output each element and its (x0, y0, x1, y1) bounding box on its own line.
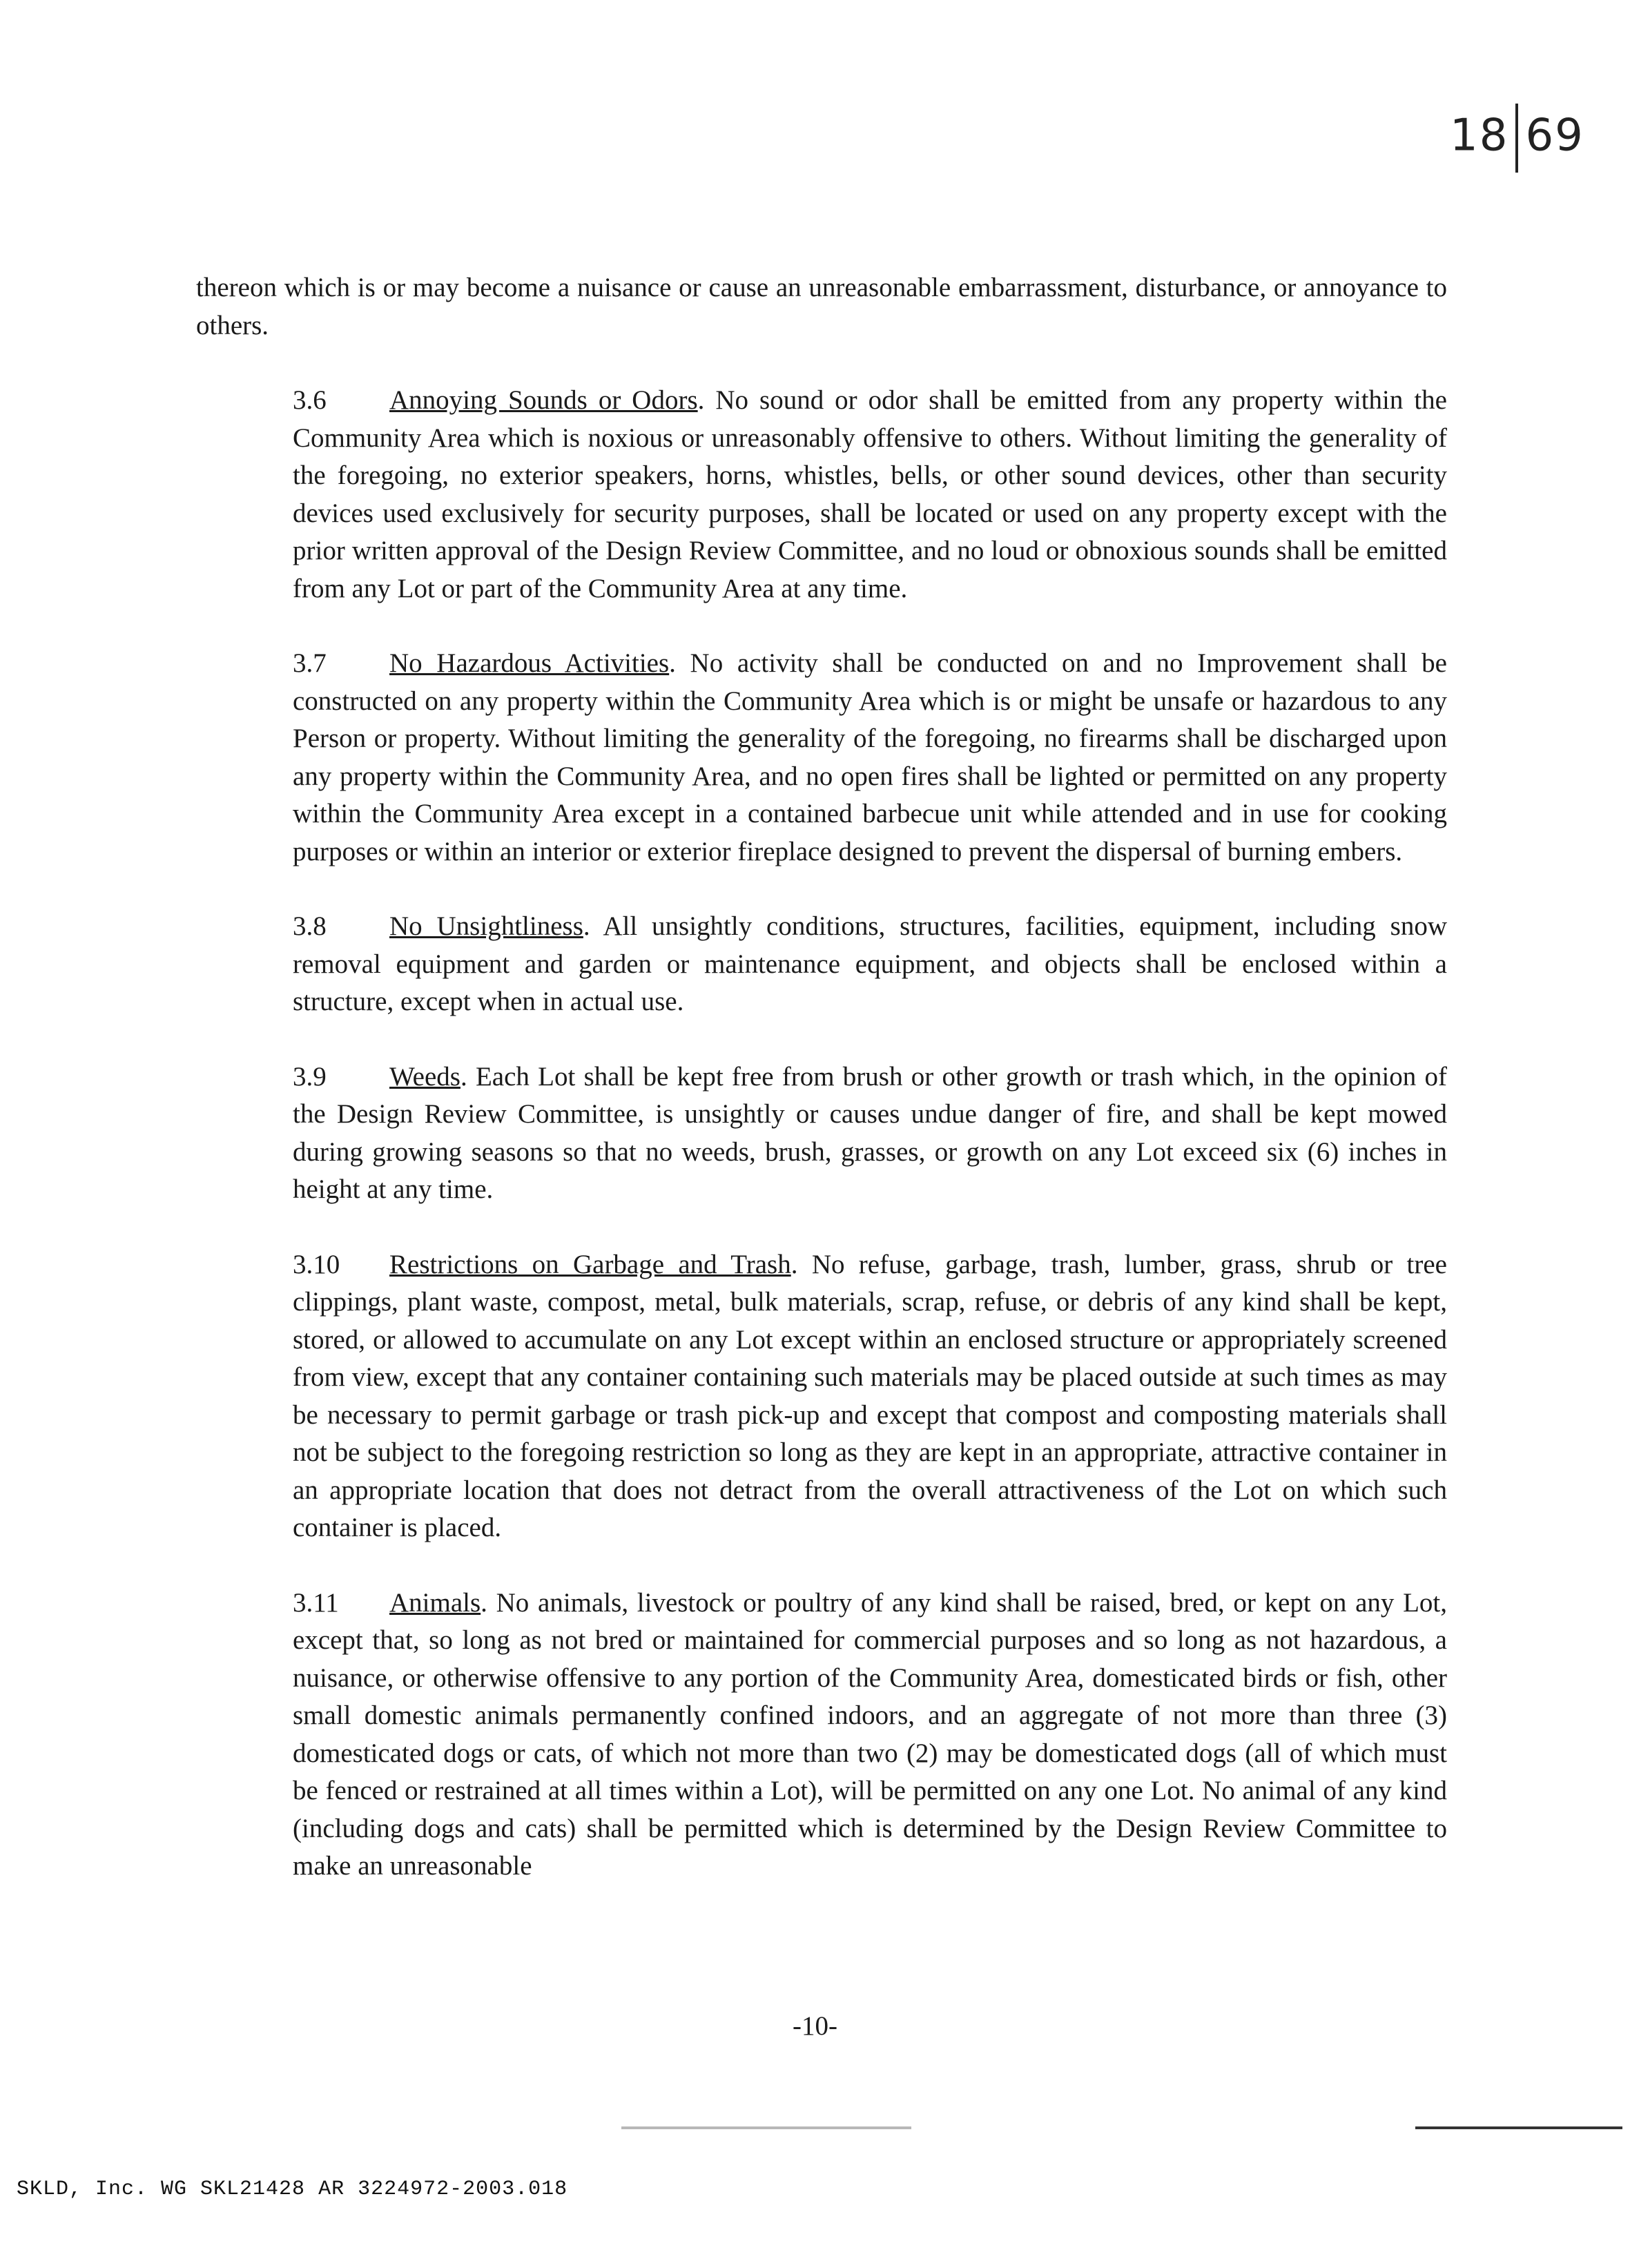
section-3-8: 3.8 No Unsightliness. All unsightly conditions, structures, facilities, equipment, including snow removal equipment and garden or maintenance equipment, and objects shall be enclosed within a structure, except when in actual use. (196, 908, 1447, 1021)
section-text: No refuse, garbage, trash, lumber, grass, shrub or tree clippings, plant waste, compost, metal, bulk materials, scrap, refuse, or debris of any kind shall be kept, stored, or allowed to accumulate on any Lot except within an enclosed structure or appropriately screened from view, except that any container containing such materials may be placed outside at such times as may be necessary to permit garbage or trash pick-up and except that compost and composting materials shall not be subject to the foregoing restriction so long as they are kept in an appropriate, attractive container in an appropriate location that does not detract from the overall attractiveness of the Lot on which such container is placed. (293, 1249, 1447, 1542)
section-text: No sound or odor shall be emitted from any property within the Community Area which is noxious or unreasonably offensive to others. Without limiting the generality of the foregoing, no exterior speakers, horns, whistles, bells, or other sound devices, other than security devices used exclusively for security purposes, shall be located or used on any property except with the prior written approval of the Design Review Committee, and no loud or obnoxious sounds shall be emitted from any Lot or part of the Community Area at any time. (293, 385, 1447, 603)
section-heading: Restrictions on Garbage and Trash (389, 1249, 791, 1279)
scan-artifact-line (1415, 2126, 1622, 2129)
section-text: All unsightly conditions, structures, facilities, equipment, including snow removal equipment and garden or maintenance equipment, and objects shall be enclosed within a structure, except when in actual use. (293, 911, 1447, 1016)
scan-artifact-line (621, 2126, 911, 2129)
page-mark-divider (1515, 104, 1518, 173)
page-mark-left: 18 (1450, 110, 1509, 162)
section-number: 3.6 (293, 385, 327, 415)
page-mark-right: 69 (1525, 110, 1584, 162)
section-heading: No Unsightliness (389, 911, 583, 941)
section-text: No animals, livestock or poultry of any kind shall be raised, bred, or kept on any Lot, except that, so long as not bred or maintained for commercial purposes and so long as not hazardous, a nuisance, or otherwise offensive to any portion of the Community Area, domesticated birds or fish, other small domestic animals permanently confined indoors, and an aggregate of not more than three (3) domesticated dogs or cats, of which not more than two (2) may be domesticated dogs (all of which must be fenced or restrained at all times within a Lot), will be permitted on any one Lot. No animal of any kind (including dogs and cats) shall be permitted which is determined by the Design Review Committee to make an unreasonable (293, 1587, 1448, 1881)
section-heading: No Hazardous Activities (389, 648, 670, 678)
section-heading: Animals (389, 1587, 481, 1618)
section-heading: Weeds (389, 1061, 460, 1092)
section-3-11: 3.11 Animals. No animals, livestock or poultry of any kind shall be raised, bred, or kept on any Lot, except that, so long as not bred or maintained for commercial purposes and so long as not hazardous, a nuisance, or otherwise offensive to any portion of the Community Area, domesticated birds or fish, other small domestic animals permanently confined indoors, and an aggregate of not more than three (3) domesticated dogs or cats, of which not more than two (2) may be domesticated dogs (all of which must be fenced or restrained at all times within a Lot), will be permitted on any one Lot. No animal of any kind (including dogs and cats) shall be permitted which is determined by the Design Review Committee to make an unreasonable (196, 1584, 1447, 1886)
section-text: Each Lot shall be kept free from brush or other growth or trash which, in the opinion of the Design Review Committee, is unsightly or causes undue danger of fire, and shall be kept mowed during growing seasons so that no weeds, brush, grasses, or growth on any Lot exceed six (6) inches in height at any time. (293, 1061, 1448, 1204)
footer-stamp: SKLD, Inc. WG SKL21428 AR 3224972-2003.018 (17, 2178, 568, 2201)
document-body (196, 269, 1447, 1923)
page-number: -10- (793, 2011, 837, 2041)
section-text: No activity shall be conducted on and no Improvement shall be constructed on any property within the Community Area which is or might be unsafe or hazardous to any Person or property. Without limiting the generality of the foregoing, no firearms shall be discharged upon any property within the Community Area, and no open fires shall be lighted or permitted on any property within the Community Area except in a contained barbecue unit while attended and in use for cooking purposes or within an interior or exterior fireplace designed to prevent the dispersal of burning embers. (293, 648, 1447, 866)
section-number: 3.11 (293, 1587, 339, 1618)
section-3-9: 3.9 Weeds. Each Lot shall be kept free from brush or other growth or trash which, in the opinion of the Design Review Committee, is unsightly or causes undue danger of fire, and shall be kept mowed during growing seasons so that no weeds, brush, grasses, or growth on any Lot exceed six (6) inches in height at any time. (196, 1058, 1447, 1209)
section-number: 3.9 (293, 1061, 327, 1092)
section-3-7: 3.7 No Hazardous Activities. No activity shall be conducted on and no Improvement shall be constructed on any property within the Community Area which is or might be unsafe or hazardous to any Person or property. Without limiting the generality of the foregoing, no firearms shall be discharged upon any property within the Community Area, and no open fires shall be lighted or permitted on any property within the Community Area except in a contained barbecue unit while attended and in use for cooking purposes or within an interior or exterior fireplace designed to prevent the dispersal of burning embers. (196, 645, 1447, 871)
section-heading: Annoying Sounds or Odors (389, 385, 698, 415)
intro-paragraph: thereon which is or may become a nuisance or cause an unreasonable embarrassment, disturbance, or annoyance to others. (196, 273, 1447, 340)
section-3-6: 3.6 Annoying Sounds or Odors. No sound or odor shall be emitted from any property within the Community Area which is noxious or unreasonably offensive to others. Without limiting the generality of the foregoing, no exterior speakers, horns, whistles, bells, or other sound devices, other than security devices used exclusively for security purposes, shall be located or used on any property except with the prior written approval of the Design Review Committee, and no loud or obnoxious sounds shall be emitted from any Lot or part of the Community Area at any time. (196, 382, 1447, 608)
section-3-10: 3.10 Restrictions on Garbage and Trash. No refuse, garbage, trash, lumber, grass, shrub or tree clippings, plant waste, compost, metal, bulk materials, scrap, refuse, or debris of any kind shall be kept, stored, or allowed to accumulate on any Lot except within an enclosed structure or appropriately screened from view, except that any container containing such materials may be placed outside at such times as may be necessary to permit garbage or trash pick-up and except that compost and composting materials shall not be subject to the foregoing restriction so long as they are kept in an appropriate, attractive container in an appropriate location that does not detract from the overall attractiveness of the Lot on which such container is placed. (196, 1246, 1447, 1547)
section-number: 3.10 (293, 1249, 340, 1279)
handwritten-page-mark (1450, 104, 1584, 173)
section-number: 3.8 (293, 911, 327, 941)
section-number: 3.7 (293, 648, 327, 678)
